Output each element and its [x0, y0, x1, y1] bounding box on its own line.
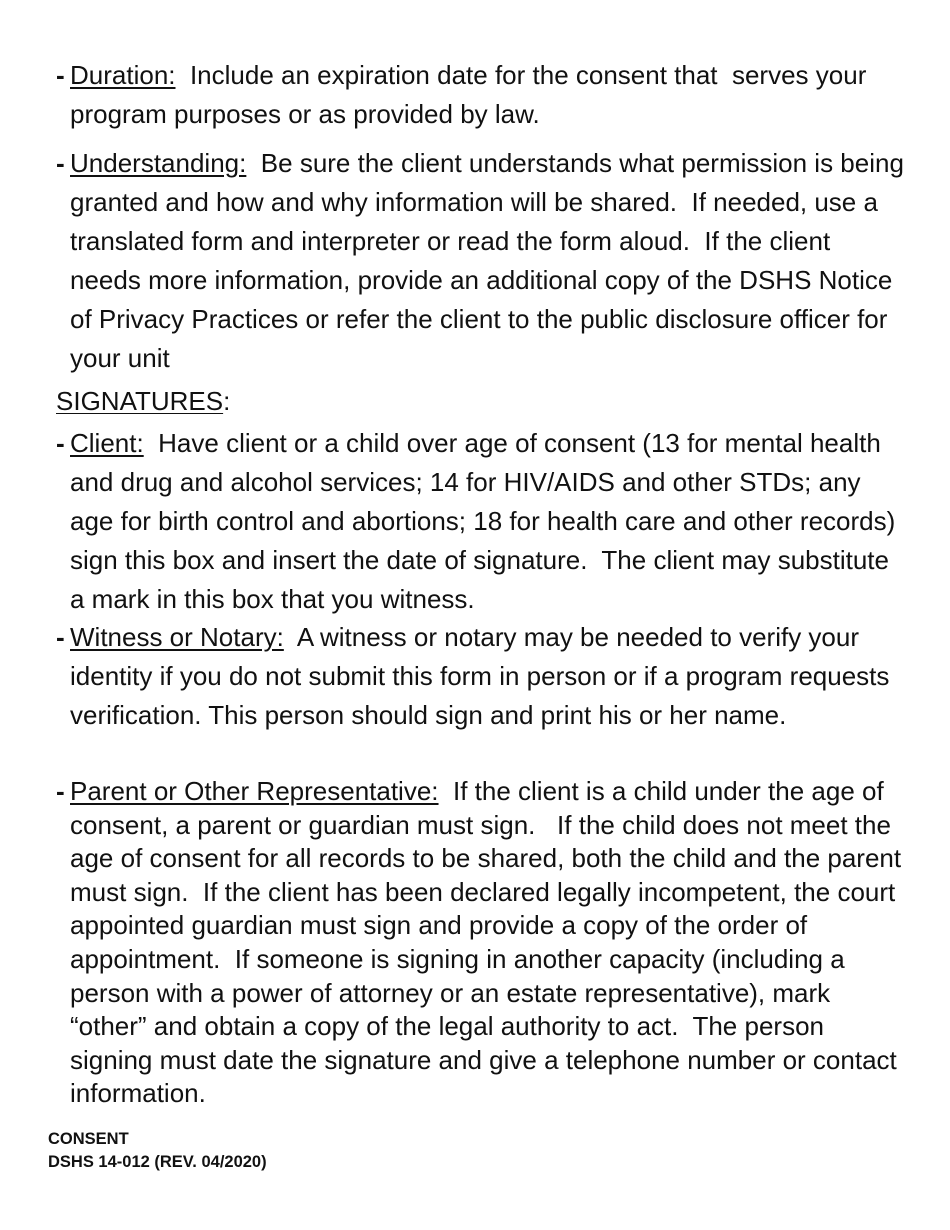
form-footer — [48, 1128, 267, 1174]
witness-body: A witness or notary may be needed to verify your identity if you do not submit this form in person or if a program requests verification. This person should sign and print his or her name. — [70, 622, 897, 730]
client-term: Client: — [70, 428, 144, 458]
bullet-dash: - — [56, 60, 65, 90]
duration-text — [70, 56, 906, 134]
client-item — [56, 424, 906, 619]
parent-item — [56, 775, 909, 1111]
parent-text — [70, 775, 909, 1111]
footer-form-title: CONSENT — [48, 1130, 129, 1148]
bullet-dash: - — [56, 622, 65, 652]
signatures-heading-suffix: : — [223, 386, 231, 416]
duration-item — [56, 56, 906, 134]
bullet-dash: - — [56, 148, 65, 178]
signatures-heading — [56, 382, 230, 421]
bullet-dash: - — [56, 428, 65, 458]
bullet-dash: - — [56, 776, 65, 806]
witness-item — [56, 618, 906, 735]
witness-term: Witness or Notary: — [70, 622, 284, 652]
client-body: Have client or a child over age of consent (13 for mental health and drug and alcohol services; 14 for HIV/AIDS and other STDs; any age for birth control and abortions; 18 for health care and other records) sign this box and insert the date of signature. The client may substitute a mark in this box that you witness. — [70, 428, 903, 614]
client-text — [70, 424, 906, 619]
duration-term: Duration: — [70, 60, 176, 90]
footer-form-number: DSHS 14-012 (REV. 04/2020) — [48, 1153, 267, 1171]
understanding-body: Be sure the client understands what permission is being granted and how and why information will be shared. If needed, use a translated form and interpreter or read the form aloud. If the client needs more information, provide an additional copy of the DSHS Notice of Privacy Practices or refer the client to the public disclosure officer for your unit — [70, 148, 912, 373]
parent-body: If the client is a child under the age of consent, a parent or guardian must sign. If the child does not meet the age of consent for all records to be shared, both the child and the parent must sign. If the client has been declared legally incompetent, the court appointed guardian must sign and provide a copy of the order of appointment. If someone is signing in another capacity (including a person with a power of attorney or an estate representative), mark “other” and obtain a copy of the legal authority to act. The person signing must date the signature and give a telephone number or contact information. — [70, 776, 909, 1109]
signatures-heading-term: SIGNATURES — [56, 386, 224, 416]
duration-body: Include an expiration date for the consent that serves your program purposes or as provided by law. — [70, 60, 874, 129]
witness-text — [70, 618, 906, 735]
parent-term: Parent or Other Representative: — [70, 776, 439, 806]
understanding-item — [56, 144, 912, 378]
understanding-text — [70, 144, 912, 378]
understanding-term: Understanding: — [70, 148, 247, 178]
